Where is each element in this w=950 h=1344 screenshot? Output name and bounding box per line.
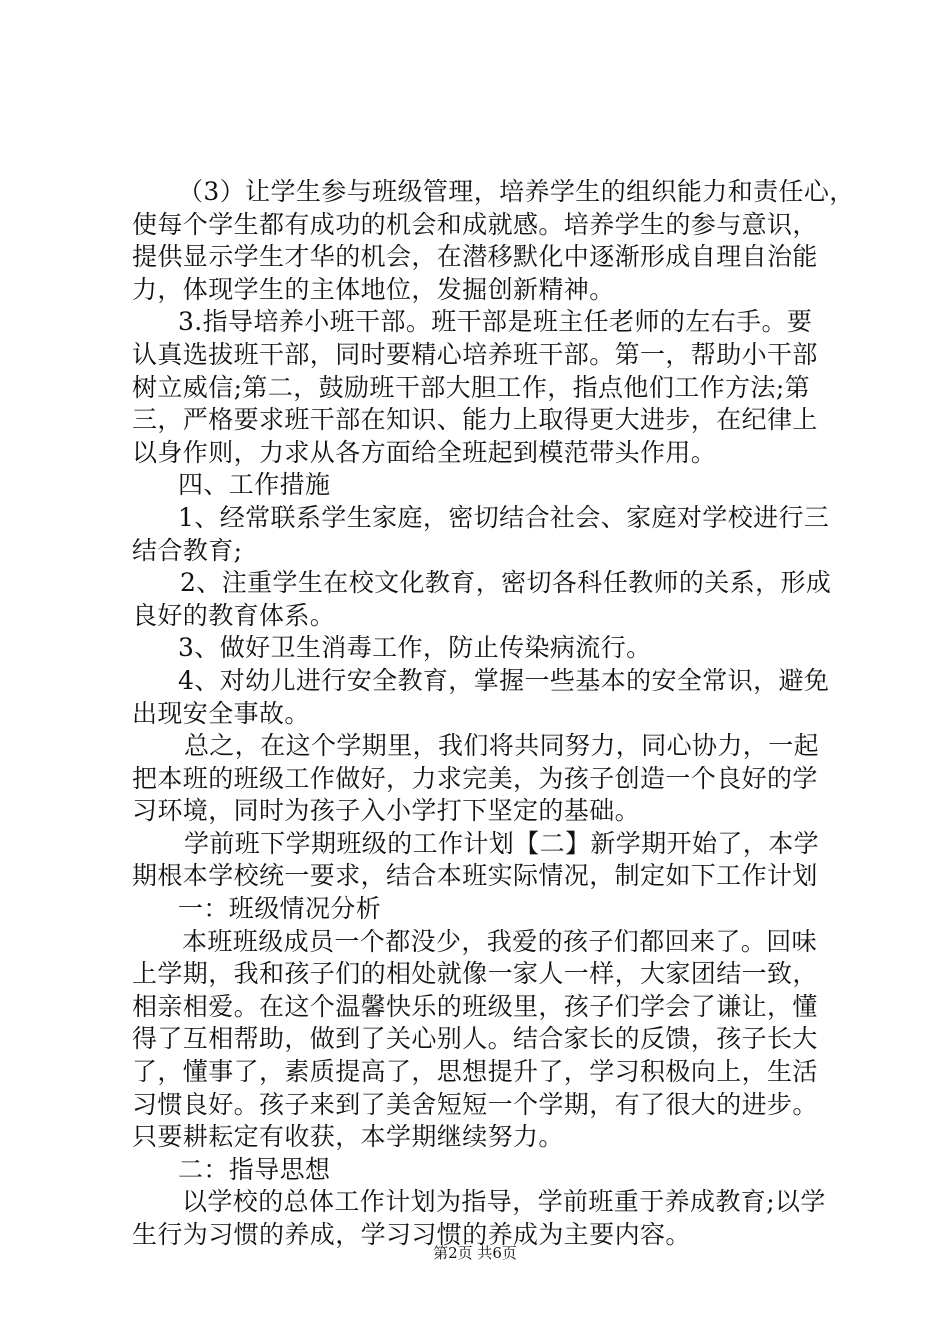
text-line: 力，体现学生的主体地位，发掘创新精神。	[132, 274, 615, 304]
text-line: 期根本学校统一要求，结合本班实际情况，制定如下工作计划	[132, 861, 818, 891]
text-line: 得了互相帮助，做到了关心别人。结合家长的反馈，孩子长大	[132, 1024, 818, 1054]
text-line: 本班班级成员一个都没少，我爱的孩子们都回来了。回味	[182, 926, 818, 956]
text-line: 二：指导思想	[178, 1154, 331, 1184]
text-line: 一：班级情况分析	[178, 894, 382, 924]
text-line: 只要耕耘定有收获，本学期继续努力。	[132, 1122, 564, 1152]
text-line: 提供显示学生才华的机会，在潜移默化中逐渐形成自理自治能	[132, 242, 818, 272]
text-line: 把本班的班级工作做好，力求完美，为孩子创造一个良好的学	[132, 763, 818, 793]
text-line: 四、工作措施	[178, 470, 331, 500]
text-line: 使每个学生都有成功的机会和成就感。培养学生的参与意识，	[132, 209, 818, 239]
text-line: 相亲相爱。在这个温馨快乐的班级里，孩子们学会了谦让，懂	[132, 991, 818, 1021]
text-line: 以身作则，力求从各方面给全班起到模范带头作用。	[132, 437, 717, 467]
text-line: 习惯良好。孩子来到了美舍短短一个学期，有了很大的进步。	[132, 1089, 818, 1119]
text-line: 1、经常联系学生家庭，密切结合社会、家庭对学校进行三	[178, 502, 830, 532]
page-footer: 第2页 共6页	[433, 1244, 517, 1262]
text-line: 三，严格要求班干部在知识、能力上取得更大进步，在纪律上	[132, 405, 818, 435]
text-line: 出现安全事故。	[132, 698, 310, 728]
text-line: 良好的教育体系。	[132, 600, 336, 630]
text-line: 生行为习惯的养成，学习习惯的养成为主要内容。	[132, 1220, 691, 1249]
text-line: 3.指导培养小班干部。班干部是班主任老师的左右手。要	[178, 307, 813, 337]
text-line: 总之，在这个学期里，我们将共同努力，同心协力，一起	[184, 731, 820, 761]
text-line: 以学校的总体工作计划为指导，学前班重于养成教育;以学	[182, 1187, 826, 1217]
text-line: 学前班下学期班级的工作计划【二】新学期开始了，本学	[184, 828, 820, 858]
text-line: 上学期，我和孩子们的相处就像一家人一样，大家团结一致，	[132, 959, 818, 989]
text-line: （3）让学生参与班级管理，培养学生的组织能力和责任心，	[178, 177, 855, 206]
text-line: 3、做好卫生消毒工作，防止传染病流行。	[178, 633, 652, 663]
text-line: 认真选拔班干部，同时要精心培养班干部。第一，帮助小干部	[132, 339, 818, 369]
document-body	[132, 176, 855, 1252]
text-line: 了，懂事了，素质提高了，思想提升了，学习积极向上，生活	[132, 1057, 818, 1087]
text-line: 2、注重学生在校文化教育，密切各科任教师的关系，形成	[180, 568, 832, 598]
text-line: 4、对幼儿进行安全教育，掌握一些基本的安全常识，避免	[178, 665, 830, 695]
text-line: 结合教育;	[132, 535, 243, 565]
text-line: 树立威信;第二，鼓励班干部大胆工作，指点他们工作方法;第	[132, 372, 811, 402]
text-line: 习环境，同时为孩子入小学打下坚定的基础。	[132, 796, 641, 826]
